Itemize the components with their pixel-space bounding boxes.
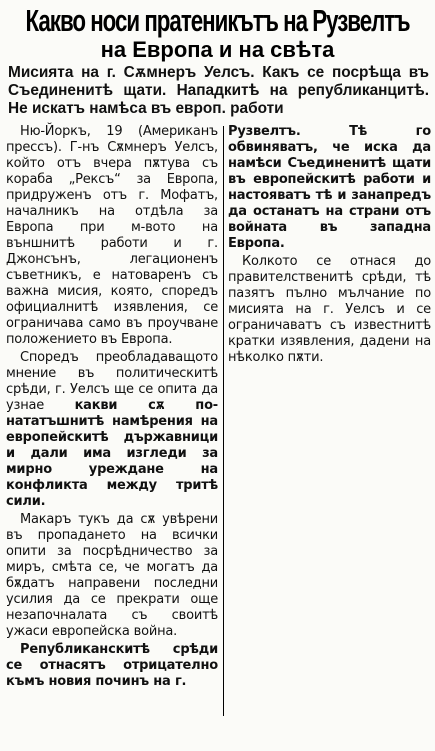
column-rule (223, 126, 224, 716)
paragraph-bold-text: какви сѫ по-нататъшнитѣ намѣрения на европейскитѣ държавници и дали има изгледи за мирно уреждане на конфликта между тритѣ сили. (6, 398, 218, 509)
paragraph: Макаръ тукъ да сѫ увѣрени въ пропадането на всички опити за посрѣдничество за миръ, смѣта се, че могатъ да бѫдатъ направени последни усилия да се прекрати още незапочналата съ своитѣ ужаси европейска война. (6, 512, 218, 639)
paragraph: Републиканскитѣ срѣди се отнасятъ отрицателно къмъ новия починъ на г. (6, 642, 218, 689)
headline-subtitle: на Европа и на свѣта (100, 37, 335, 62)
paragraph (6, 350, 218, 510)
article-columns (4, 124, 431, 724)
left-column (6, 124, 218, 724)
right-column (228, 124, 431, 724)
paragraph-text: Споредъ преобладаващото мнение въ политическитѣ срѣди, г. Уелсъ ще се опита да узнае (6, 350, 218, 413)
paragraph: Колкото се отнася до правителственитѣ срѣди, тѣ пазятъ пълно мълчание по мисията на г. Уелсъ и се ограничаватъ съ известнитѣ кратки изявления, дадени на нѣколко пѫти. (228, 254, 431, 365)
headline-title: Какво носи пратеникътъ на Рузвелтъ (25, 3, 410, 38)
paragraph: Ню-Йоркъ, 19 (Американъ прессъ). Г-нъ Сѫмнеръ Уелсъ, който отъ вчера пѫтува съ кораба „Рексъ“ за Европа, придруженъ отъ г. Мофатъ, началникъ на отдѣла за Европа при м-вото на външнитѣ работи и г. Джонсънъ, легационенъ съветникъ, е натоваренъ съ важна мисия, която, споредъ официалнитѣ изявления, се ограничава само въ проучване положението въ Европа. (6, 124, 218, 347)
paragraph: Рузвелтъ. Тѣ го обвиняватъ, че иска да намѣси Съединенитѣ щати въ европейскитѣ работи и настояватъ тѣ и занапредъ да останатъ на страни отъ войната въ западна Европа. (228, 124, 431, 251)
article-deck: Мисията на г. Сѫмнеръ Уелсъ. Какъ се посрѣща въ Съединенитѣ щати. Нападкитѣ на републиканцитѣ. Не искатъ намѣса въ европ. работи (8, 64, 429, 117)
